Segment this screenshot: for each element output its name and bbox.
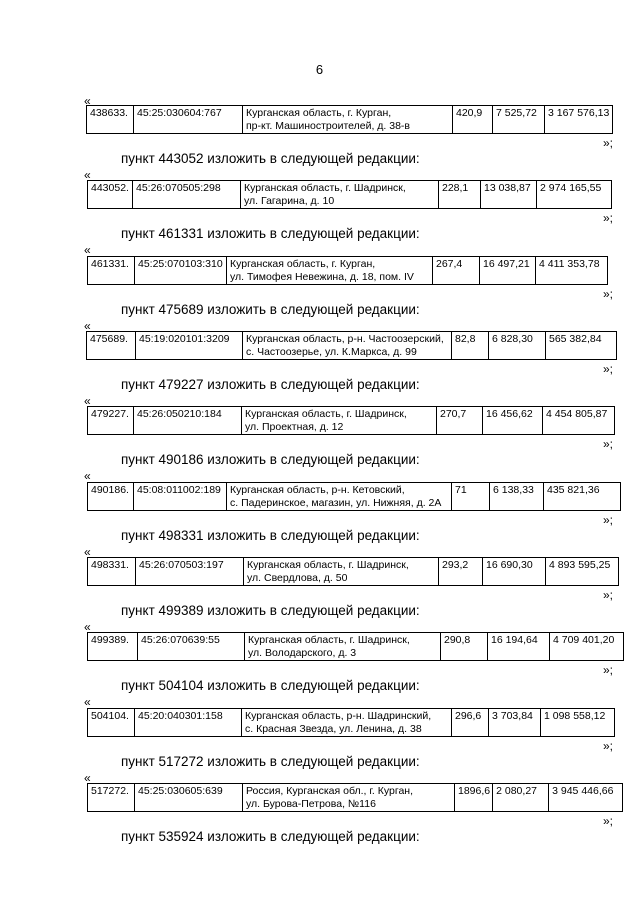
cell-area: 290,8 — [441, 633, 488, 661]
cell-price: 6 138,33 — [490, 483, 544, 511]
cell-price: 16 690,30 — [483, 558, 546, 586]
cell-address: Курганская область, р-н. Шадринский, с. Красная Звезда, ул. Ленина, д. 38 — [242, 709, 452, 737]
table-row — [86, 331, 617, 360]
quote-close: »; — [602, 437, 613, 451]
cell-price: 13 038,87 — [481, 181, 537, 209]
cell-address: Курганская область, г. Шадринск, ул. Свердлова, д. 50 — [244, 558, 439, 586]
cell-area: 296,6 — [452, 709, 489, 737]
quote-open: « — [84, 394, 91, 408]
cell-price: 16 194,64 — [488, 633, 550, 661]
table-row — [87, 557, 619, 586]
cell-area: 71 — [452, 483, 490, 511]
paragraph: пункт 517272 изложить в следующей редакции: — [121, 754, 420, 769]
cell-address: Курганская область, г. Шадринск, ул. Володарского, д. 3 — [245, 633, 441, 661]
cell-area: 82,8 — [452, 332, 489, 360]
quote-open: « — [84, 771, 91, 785]
cell-cadastral: 45:26:070639:55 — [138, 633, 245, 661]
cell-number: 490186. — [88, 483, 134, 511]
quote-open: « — [84, 469, 91, 483]
table-row — [87, 406, 615, 435]
paragraph: пункт 479227 изложить в следующей редакции: — [121, 377, 420, 392]
table-row — [87, 632, 624, 661]
cell-cadastral: 45:26:050210:184 — [134, 407, 242, 435]
paragraph: пункт 504104 изложить в следующей редакции: — [121, 678, 420, 693]
cell-number: 475689. — [87, 332, 136, 360]
quote-close: »; — [602, 211, 613, 225]
quote-open: « — [84, 94, 91, 108]
quote-open: « — [84, 620, 91, 634]
cell-cost: 435 821,36 — [544, 483, 621, 511]
cell-cadastral: 45:19:020101:3209 — [136, 332, 243, 360]
cell-area: 1896,6 — [455, 784, 493, 812]
cell-area: 420,9 — [453, 106, 493, 134]
cell-address: Курганская область, р-н. Частоозерский, с. Частоозерье, ул. К.Маркса, д. 99 — [243, 332, 452, 360]
quote-close: »; — [602, 739, 613, 753]
quote-open: « — [84, 168, 91, 182]
paragraph: пункт 499389 изложить в следующей редакции: — [121, 603, 420, 618]
quote-close: »; — [602, 663, 613, 677]
cell-cadastral: 45:26:070503:197 — [136, 558, 244, 586]
cell-address: Курганская область, г. Курган, ул. Тимофея Невежина, д. 18, пом. IV — [227, 257, 433, 285]
cell-number: 498331. — [88, 558, 136, 586]
quote-open: « — [84, 695, 91, 709]
cell-cost: 4 411 353,78 — [536, 257, 608, 285]
cell-cadastral: 45:25:030604:767 — [134, 106, 243, 134]
cell-cost: 4 709 401,20 — [550, 633, 624, 661]
cell-price: 7 525,72 — [493, 106, 545, 134]
cell-number: 499389. — [88, 633, 138, 661]
quote-close: »; — [602, 588, 613, 602]
cell-cadastral: 45:25:030605:639 — [135, 784, 243, 812]
quote-close: »; — [602, 513, 613, 527]
paragraph: пункт 475689 изложить в следующей редакции: — [121, 302, 420, 317]
quote-open: « — [84, 545, 91, 559]
cell-cost: 3 167 576,13 — [545, 106, 613, 134]
cell-price: 3 703,84 — [489, 709, 541, 737]
paragraph: пункт 443052 изложить в следующей редакции: — [121, 151, 420, 166]
table-row — [87, 180, 612, 209]
cell-cadastral: 45:20:040301:158 — [135, 709, 242, 737]
cell-price: 2 080,27 — [493, 784, 549, 812]
cell-number: 504104. — [88, 709, 135, 737]
cell-price: 6 828,30 — [489, 332, 546, 360]
cell-cadastral: 45:26:070505:298 — [133, 181, 241, 209]
cell-cost: 1 098 558,12 — [541, 709, 615, 737]
quote-close: »; — [602, 136, 613, 150]
quote-close: »; — [602, 814, 613, 828]
cell-area: 270,7 — [437, 407, 483, 435]
cell-address: Курганская область, г. Шадринск, ул. Гагарина, д. 10 — [241, 181, 439, 209]
cell-cost: 4 454 805,87 — [543, 407, 615, 435]
cell-area: 228,1 — [439, 181, 481, 209]
cell-cost: 2 974 165,55 — [537, 181, 612, 209]
cell-address: Курганская область, р-н. Кетовский, с. Падеринское, магазин, ул. Нижняя, д. 2А — [227, 483, 452, 511]
cell-number: 438633. — [87, 106, 134, 134]
cell-area: 293,2 — [439, 558, 483, 586]
cell-address: Курганская область, г. Шадринск, ул. Проектная, д. 12 — [242, 407, 437, 435]
cell-number: 443052. — [88, 181, 133, 209]
table-row — [87, 708, 615, 737]
quote-close: »; — [602, 287, 613, 301]
table-row — [86, 105, 613, 134]
cell-number: 479227. — [88, 407, 134, 435]
cell-cost: 3 945 446,66 — [549, 784, 623, 812]
paragraph: пункт 461331 изложить в следующей редакции: — [121, 226, 420, 241]
cell-cost: 4 893 595,25 — [546, 558, 619, 586]
cell-address: Россия, Курганская обл., г. Курган, ул. Бурова-Петрова, №116 — [243, 784, 455, 812]
paragraph: пункт 498331 изложить в следующей редакции: — [121, 528, 420, 543]
cell-cost: 565 382,84 — [546, 332, 617, 360]
page-number: 6 — [315, 62, 324, 77]
paragraph: пункт 535924 изложить в следующей редакции: — [121, 829, 420, 844]
cell-area: 267,4 — [433, 257, 480, 285]
table-row — [87, 783, 623, 812]
quote-close: »; — [602, 362, 613, 376]
cell-price: 16 456,62 — [483, 407, 543, 435]
cell-cadastral: 45:25:070103:310 — [135, 257, 227, 285]
table-row — [87, 256, 608, 285]
cell-address: Курганская область, г. Курган, пр-кт. Машиностроителей, д. 38-в — [243, 106, 453, 134]
paragraph: пункт 490186 изложить в следующей редакции: — [121, 452, 420, 467]
cell-number: 461331. — [88, 257, 135, 285]
cell-price: 16 497,21 — [480, 257, 536, 285]
quote-open: « — [84, 243, 91, 257]
cell-number: 517272. — [88, 784, 135, 812]
table-row — [87, 482, 621, 511]
quote-open: « — [84, 319, 91, 333]
cell-cadastral: 45:08:011002:189 — [134, 483, 227, 511]
